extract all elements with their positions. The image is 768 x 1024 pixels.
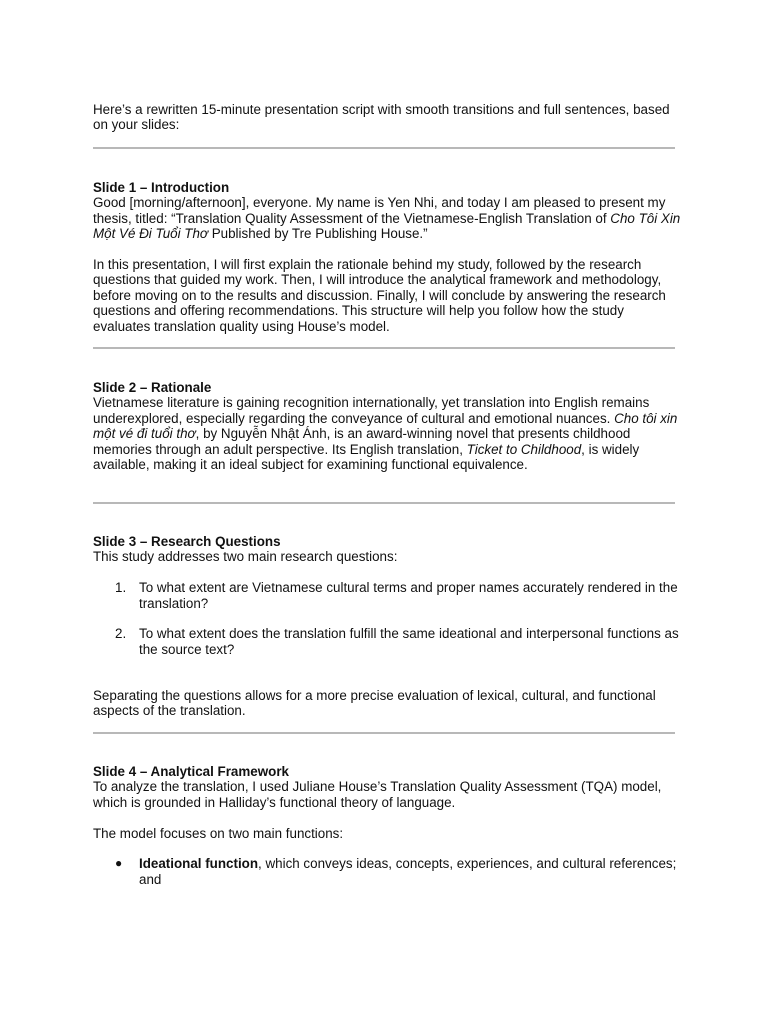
slide1-heading: Slide 1 – Introduction xyxy=(93,180,230,195)
slide3-lead: This study addresses two main research questions: xyxy=(93,549,398,565)
bullet-icon: ● xyxy=(115,856,123,871)
research-question-item xyxy=(93,626,683,657)
slide2-book-title: Cho tôi xin một vé đi tuổi thơ xyxy=(93,410,678,442)
slide4-section xyxy=(93,764,683,887)
slide4-paragraph1: To analyze the translation, I used Juliane House’s Translation Quality Assessment (TQA) model, which is grounded in Halliday’s functional theory of language. xyxy=(93,779,662,810)
divider xyxy=(93,502,675,504)
function-name: Ideational function xyxy=(139,856,259,872)
function-bullet-item xyxy=(93,856,683,887)
slide3-heading: Slide 3 – Research Questions xyxy=(93,534,281,549)
research-question-item xyxy=(93,580,683,611)
slide1-paragraph1: Good [morning/afternoon], everyone. My name is Yen Nhi, and today I am pleased to present my thesis, titled: “Translation Quality Assessment of the Vietnamese-English Translation of Cho Tôi Xin Một Vé Đi Tuổi Thơ Published by Tre Publishing House.” xyxy=(93,195,681,242)
list-number: 2. xyxy=(115,626,127,642)
slide4-paragraph2: The model focuses on two main functions: xyxy=(93,825,344,841)
research-question-text: To what extent does the translation fulfill the same ideational and interpersonal functions as the source text? xyxy=(139,626,679,657)
slide1-section xyxy=(93,180,683,334)
slide2-paragraph: Vietnamese literature is gaining recognition internationally, yet translation into English remains underexplored, especially regarding the conveyance of cultural and emotional nuances. Cho tôi xin một vé đi tuổi thơ, by Nguyễn Nhật Ánh, is an award-winning novel that presents childhood memories through an adult perspective. Its English translation, Ticket to Childhood, is widely available, making it an ideal subject for examining functional equivalence. xyxy=(93,395,678,473)
slide2-section xyxy=(93,380,683,472)
research-question-text: To what extent are Vietnamese cultural terms and proper names accurately rendered in the translation? xyxy=(139,580,678,611)
slide2-heading: Slide 2 – Rationale xyxy=(93,380,212,395)
slide4-heading: Slide 4 – Analytical Framework xyxy=(93,764,289,779)
slide2-english-title: Ticket to Childhood xyxy=(466,441,582,457)
divider xyxy=(93,147,675,149)
list-number: 1. xyxy=(115,580,127,596)
divider xyxy=(93,347,675,349)
function-bullet-text: Ideational function, which conveys ideas, concepts, experiences, and cultural references; and xyxy=(139,856,677,887)
intro-text: Here’s a rewritten 15-minute presentation script with smooth transitions and full sentences, based on your slides: xyxy=(93,102,670,133)
slide3-section xyxy=(93,534,683,719)
slide1-paragraph2: In this presentation, I will first explain the rationale behind my study, followed by the research questions that guided my work. Then, I will introduce the analytical framework and methodology, before moving on to the results and discussion. Finally, I will conclude by answering the research questions and offering recommendations. This structure will help you follow how the study evaluates translation quality using House’s model. xyxy=(93,257,666,334)
intro-paragraph xyxy=(93,102,683,133)
slide3-closing: Separating the questions allows for a more precise evaluation of lexical, cultural, and functional aspects of the translation. xyxy=(93,688,656,719)
divider xyxy=(93,732,675,734)
slide1-book-title: Cho Tôi Xin Một Vé Đi Tuổi Thơ xyxy=(93,210,681,242)
